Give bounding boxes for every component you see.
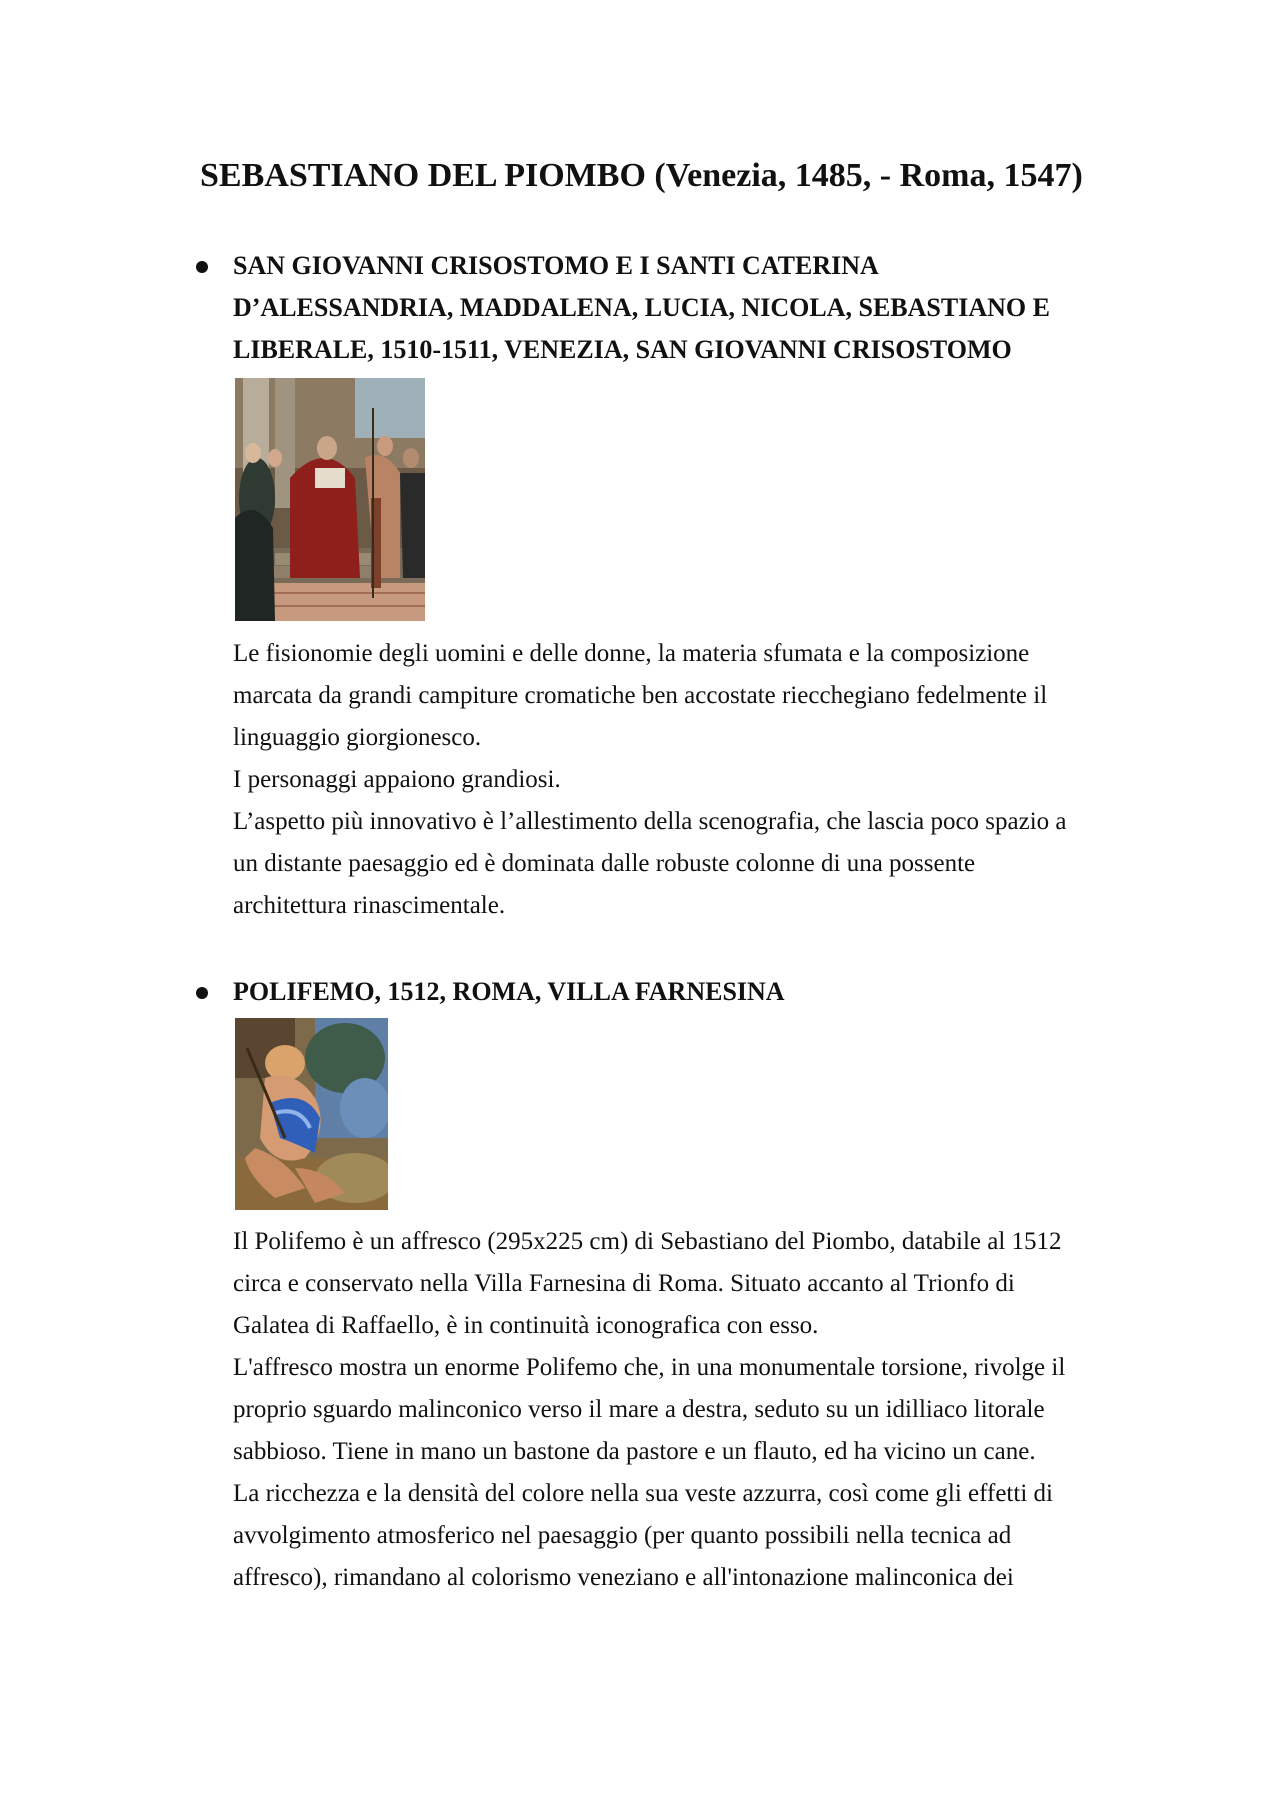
text-line: L'affresco mostra un enorme Polifemo che, in una monumentale torsione, rivolge il [233,1354,1066,1381]
section-heading-crisostomo [233,245,1133,371]
text-line: marcata da grandi campiture cromatiche ben accostate riecchegiano fedelmente il [233,682,1048,709]
painting-san-giovanni-crisostomo [235,378,425,621]
heading-line: LIBERALE, 1510-1511, VENEZIA, SAN GIOVANNI CRISOSTOMO [233,335,1012,364]
text-line: circa e conservato nella Villa Farnesina di Roma. Situato accanto al Trionfo di [233,1270,1015,1297]
section-text-crisostomo [233,633,1133,927]
text-line: I personaggi appaiono grandiosi. [233,766,561,793]
text-line: proprio sguardo malinconico verso il mare a destra, seduto su un idilliaco litorale [233,1396,1045,1423]
text-line: architettura rinascimentale. [233,892,506,919]
heading-line: D’ALESSANDRIA, MADDALENA, LUCIA, NICOLA, SEBASTIANO E [233,293,1050,322]
bullet-point [196,261,208,273]
text-line: avvolgimento atmosferico nel paesaggio (per quanto possibili nella tecnica ad [233,1522,1012,1549]
text-line: Galatea di Raffaello, è in continuità iconografica con esso. [233,1312,819,1339]
text-line: sabbioso. Tiene in mano un bastone da pastore e un flauto, ed ha vicino un cane. [233,1438,1036,1465]
text-line: affresco), rimandano al colorismo veneziano e all'intonazione malinconica dei [233,1564,1014,1591]
text-line: La ricchezza e la densità del colore nella sua veste azzurra, così come gli effetti di [233,1480,1053,1507]
text-line: L’aspetto più innovativo è l’allestimento della scenografia, che lascia poco spazio a [233,808,1067,835]
heading-line: POLIFEMO, 1512, ROMA, VILLA FARNESINA [233,977,785,1006]
text-line: un distante paesaggio ed è dominata dalle robuste colonne di una possente [233,850,976,877]
painting-polifemo [235,1018,388,1210]
section-text-polifemo [233,1221,1133,1599]
bullet-point [196,987,208,999]
text-line: Il Polifemo è un affresco (295x225 cm) di Sebastiano del Piombo, databile al 1512 [233,1228,1062,1255]
text-line: linguaggio giorgionesco. [233,724,482,751]
heading-line: SAN GIOVANNI CRISOSTOMO E I SANTI CATERINA [233,251,879,280]
text-line: Le fisionomie degli uomini e delle donne, la materia sfumata e la composizione [233,640,1030,667]
page-title: SEBASTIANO DEL PIOMBO (Venezia, 1485, - Roma, 1547) [200,157,1083,194]
section-heading-polifemo [233,971,1133,1013]
